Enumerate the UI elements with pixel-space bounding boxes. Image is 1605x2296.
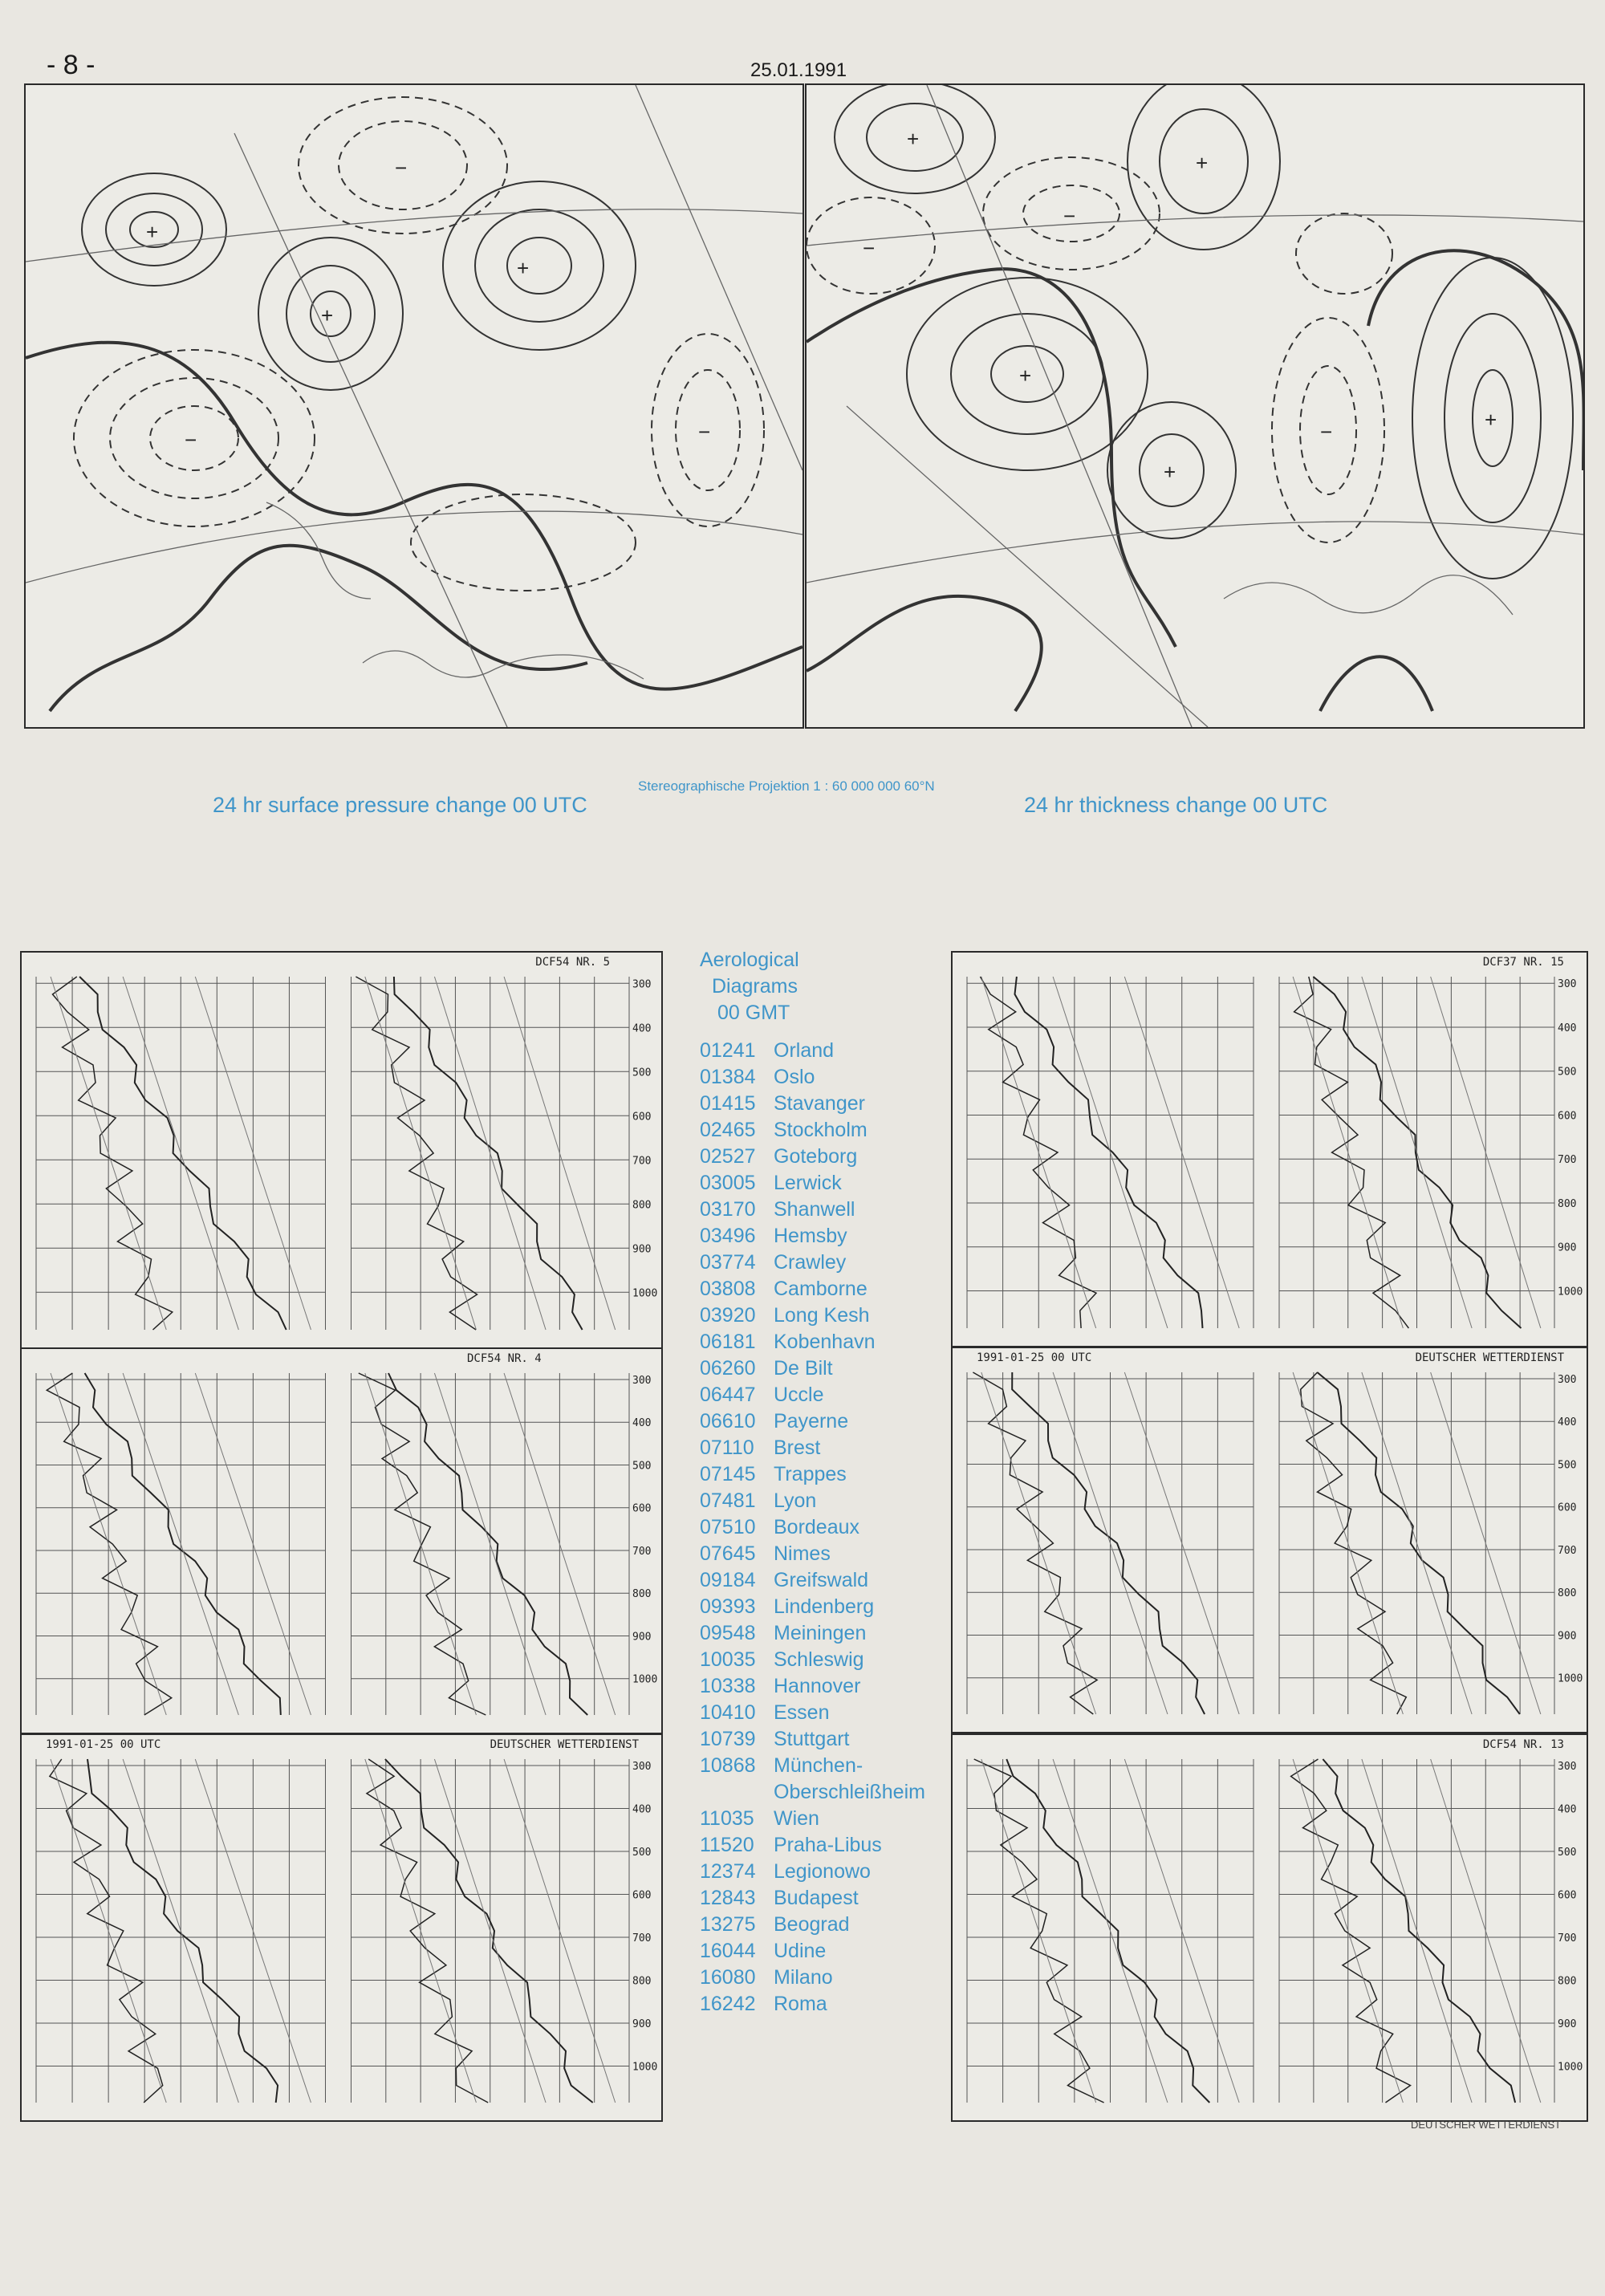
pressure-level-label: 1000 [1558, 1672, 1583, 1685]
pressure-change-contours [26, 85, 802, 727]
temperature-curve [394, 977, 583, 1330]
svg-text:−: − [1320, 420, 1333, 444]
aero-diagram-grid [953, 1735, 1587, 2120]
station-row [700, 1673, 941, 1700]
station-row [700, 1117, 941, 1144]
station-code: 16080 [700, 1966, 756, 1989]
station-name: Wien [774, 1807, 819, 1830]
temperature-curve [1323, 1759, 1515, 2103]
temperature-curve [388, 1373, 587, 1715]
pressure-level-label: 800 [632, 1975, 652, 1988]
station-name: Hannover [774, 1675, 861, 1697]
station-code: 16242 [700, 1993, 756, 2015]
thickness-change-contours [807, 85, 1583, 727]
aero-diagram [351, 977, 630, 1330]
station-row [700, 1355, 941, 1382]
station-row [700, 1594, 941, 1620]
station-row [700, 1806, 941, 1832]
station-name: Uccle [774, 1384, 824, 1406]
svg-text:−: − [863, 236, 876, 260]
station-code: 06610 [700, 1410, 756, 1432]
station-code: 06260 [700, 1357, 756, 1380]
page-number: - 8 - [47, 50, 95, 80]
station-row [700, 1223, 941, 1250]
station-code: 03005 [700, 1172, 756, 1194]
svg-text:+: + [146, 220, 159, 244]
pressure-level-label: 700 [1558, 1154, 1577, 1167]
station-row [700, 1779, 941, 1806]
panel-label: DCF54 NR. 13 [1482, 1738, 1564, 1751]
svg-text:+: + [321, 303, 334, 327]
svg-text:+: + [1196, 151, 1209, 175]
dewpoint-curve [1301, 1372, 1407, 1714]
station-code: 10868 [700, 1754, 756, 1777]
pressure-level-label: 300 [632, 1374, 652, 1387]
svg-text:−: − [698, 420, 711, 444]
pressure-level-label: 500 [1558, 1847, 1577, 1859]
station-name: Beograd [774, 1913, 850, 1936]
station-name: Orland [774, 1039, 835, 1062]
pressure-level-label: 300 [632, 1761, 652, 1774]
station-code: 11520 [700, 1834, 754, 1856]
thickness-change-map [805, 83, 1585, 729]
station-row [700, 1541, 941, 1567]
station-code: 07110 [700, 1437, 754, 1459]
aero-diagram [36, 1759, 326, 2103]
station-name: Lyon [774, 1489, 817, 1512]
station-row [700, 1382, 941, 1408]
panel-timestamp: 1991-01-25 00 UTC [46, 1738, 161, 1751]
pressure-level-label: 1000 [1558, 1286, 1583, 1298]
station-code: 03496 [700, 1225, 756, 1247]
pressure-level-label: 600 [632, 1502, 652, 1515]
station-name: Lindenberg [774, 1595, 875, 1618]
station-name: München- [774, 1754, 863, 1777]
pressure-level-label: 400 [1558, 1803, 1577, 1816]
panel-label: DCF54 NR. 4 [467, 1352, 542, 1365]
station-code: 06181 [700, 1331, 756, 1353]
pressure-level-label: 900 [632, 2018, 652, 2031]
aero-diagram-grid [953, 1348, 1587, 1732]
station-code: 02465 [700, 1119, 756, 1141]
svg-text:+: + [1164, 460, 1176, 484]
station-code: 09548 [700, 1622, 756, 1644]
station-code: 07510 [700, 1516, 756, 1538]
dewpoint-curve [50, 1759, 163, 2103]
pressure-level-label: 300 [1558, 978, 1577, 991]
station-name: Essen [774, 1701, 830, 1724]
pressure-level-label: 800 [632, 1199, 652, 1212]
panel-issuer: DEUTSCHER WETTERDIENST [490, 1738, 639, 1751]
station-name: Budapest [774, 1887, 859, 1909]
station-code: 07645 [700, 1542, 756, 1565]
aero-diagram [36, 977, 326, 1330]
station-row [700, 1753, 941, 1779]
dewpoint-curve [1294, 977, 1409, 1328]
station-code: 16044 [700, 1940, 756, 1962]
pressure-level-label: 300 [632, 978, 652, 991]
temperature-curve [1006, 1759, 1209, 2103]
station-name: Stuttgart [774, 1728, 850, 1750]
station-code: 09393 [700, 1595, 756, 1618]
panel-label: DCF37 NR. 15 [1482, 956, 1564, 969]
temperature-curve [79, 977, 286, 1330]
svg-text:+: + [1485, 408, 1497, 432]
pressure-level-label: 500 [632, 1847, 652, 1859]
station-code: 10035 [700, 1648, 756, 1671]
pressure-level-label: 700 [1558, 1932, 1577, 1945]
aero-diagram-grid [22, 1349, 661, 1733]
temperature-curve [1015, 977, 1203, 1328]
station-row [700, 1329, 941, 1355]
surface-pressure-caption: 24 hr surface pressure change 00 UTC [213, 793, 587, 817]
station-name: Meiningen [774, 1622, 867, 1644]
aerological-title-line: Aerological [700, 949, 799, 971]
aero-diagram [967, 977, 1254, 1328]
pressure-level-label: 900 [632, 1243, 652, 1256]
aero-diagram-grid [22, 953, 661, 1347]
station-name: Crawley [774, 1251, 847, 1274]
station-name: Payerne [774, 1410, 849, 1432]
station-row [700, 1408, 941, 1435]
station-name: Brest [774, 1437, 821, 1459]
station-row [700, 1302, 941, 1329]
station-name: Long Kesh [774, 1304, 870, 1327]
station-name: Bordeaux [774, 1516, 860, 1538]
pressure-level-label: 600 [632, 1111, 652, 1124]
pressure-level-label: 300 [1558, 1761, 1577, 1774]
dewpoint-curve [1291, 1759, 1411, 2103]
station-row [700, 1726, 941, 1753]
station-code: 13275 [700, 1913, 756, 1936]
station-name: Praha-Libus [774, 1834, 882, 1856]
station-row [700, 1567, 941, 1594]
station-name: Udine [774, 1940, 827, 1962]
station-name: Shanwell [774, 1198, 855, 1221]
pressure-level-label: 900 [1558, 1241, 1577, 1254]
page-date: 25.01.1991 [750, 59, 847, 81]
station-row [700, 1859, 941, 1885]
pressure-level-label: 500 [1558, 1066, 1577, 1079]
station-code: 12374 [700, 1860, 756, 1883]
svg-text:+: + [517, 256, 530, 280]
aero-diagram-panel [951, 1733, 1588, 2122]
station-name: Greifswald [774, 1569, 869, 1591]
aero-diagram-grid [953, 953, 1587, 1346]
station-row [700, 1038, 941, 1064]
station-row [700, 1938, 941, 1965]
station-row [700, 1144, 941, 1170]
pressure-level-label: 600 [1558, 1110, 1577, 1123]
dewpoint-curve [53, 977, 173, 1330]
station-code: 03170 [700, 1198, 756, 1221]
station-row [700, 1912, 941, 1938]
station-name: Schleswig [774, 1648, 864, 1671]
station-row [700, 1170, 941, 1197]
station-name: Milano [774, 1966, 833, 1989]
station-name: Lerwick [774, 1172, 842, 1194]
station-row [700, 1197, 941, 1223]
svg-text:+: + [907, 127, 920, 151]
dewpoint-curve [47, 1373, 171, 1715]
pressure-level-label: 700 [632, 1545, 652, 1558]
temperature-curve [385, 1759, 593, 2103]
station-name: De Bilt [774, 1357, 833, 1380]
station-name: Stavanger [774, 1092, 865, 1115]
surface-pressure-change-map [24, 83, 804, 729]
station-code: 10739 [700, 1728, 756, 1750]
pressure-level-label: 400 [1558, 1416, 1577, 1429]
aero-diagram-panel [20, 1733, 663, 2122]
station-name: Goteborg [774, 1145, 858, 1168]
station-row [700, 1514, 941, 1541]
pressure-level-label: 600 [632, 1889, 652, 1902]
station-name: Oberschleißheim [774, 1781, 925, 1803]
temperature-curve [1012, 1372, 1205, 1714]
dewpoint-curve [367, 1759, 488, 2103]
station-code: 07481 [700, 1489, 756, 1512]
aerological-title-line: 00 GMT [717, 1002, 790, 1024]
aerological-title-line: Diagrams [712, 975, 798, 998]
aero-diagram [967, 1372, 1254, 1714]
station-row [700, 1461, 941, 1488]
station-name: Roma [774, 1993, 827, 2015]
aero-diagram-grid [22, 1735, 661, 2120]
station-code: 03920 [700, 1304, 756, 1327]
pressure-level-label: 600 [1558, 1502, 1577, 1514]
station-code: 11035 [700, 1807, 754, 1830]
station-code: 10410 [700, 1701, 756, 1724]
station-code [700, 1779, 774, 1806]
station-row [700, 1435, 941, 1461]
station-row [700, 1647, 941, 1673]
pressure-level-label: 300 [1558, 1373, 1577, 1386]
footer-issuer: DEUTSCHER WETTERDIENST [1411, 2119, 1562, 2131]
thickness-caption: 24 hr thickness change 00 UTC [1024, 793, 1328, 817]
station-row [700, 1885, 941, 1912]
panel-label: DCF54 NR. 5 [535, 956, 610, 969]
station-code: 09184 [700, 1569, 756, 1591]
pressure-level-label: 400 [1558, 1022, 1577, 1034]
station-row [700, 1700, 941, 1726]
aero-diagram-panel [20, 951, 663, 1349]
station-name: Kobenhavn [774, 1331, 876, 1353]
station-row [700, 1620, 941, 1647]
station-name: Oslo [774, 1066, 815, 1088]
station-row [700, 1091, 941, 1117]
station-row [700, 1991, 941, 2018]
station-name: Hemsby [774, 1225, 847, 1247]
svg-text:+: + [1019, 364, 1032, 388]
temperature-curve [85, 1373, 281, 1715]
pressure-level-label: 700 [1558, 1544, 1577, 1557]
aero-diagram [1279, 1759, 1554, 2103]
station-row [700, 1832, 941, 1859]
pressure-level-label: 800 [1558, 1975, 1577, 1988]
station-code: 06447 [700, 1384, 756, 1406]
pressure-level-label: 900 [1558, 1630, 1577, 1643]
station-name: Camborne [774, 1278, 868, 1300]
pressure-level-label: 1000 [632, 1287, 658, 1300]
panel-timestamp: 1991-01-25 00 UTC [977, 1351, 1092, 1364]
aero-diagram [351, 1373, 630, 1715]
aero-diagram [1279, 1372, 1554, 1714]
station-row [700, 1064, 941, 1091]
station-code: 01415 [700, 1092, 756, 1115]
pressure-level-label: 400 [632, 1803, 652, 1816]
pressure-level-label: 1000 [632, 2061, 658, 2074]
aero-diagram-panel [951, 1347, 1588, 1733]
aerological-legend [700, 947, 941, 2018]
aero-diagram [967, 1759, 1254, 2103]
projection-note: Stereographische Projektion 1 : 60 000 000 60°N [638, 778, 935, 794]
station-row [700, 1250, 941, 1276]
station-code: 01241 [700, 1039, 756, 1062]
pressure-level-label: 400 [632, 1417, 652, 1430]
svg-text:−: − [395, 156, 408, 180]
svg-text:−: − [185, 428, 197, 452]
pressure-level-label: 900 [1558, 2018, 1577, 2031]
pressure-level-label: 800 [1558, 1587, 1577, 1600]
station-code: 03808 [700, 1278, 756, 1300]
pressure-level-label: 600 [1558, 1889, 1577, 1902]
pressure-level-label: 500 [632, 1460, 652, 1473]
aero-diagram [36, 1373, 326, 1715]
panel-issuer: DEUTSCHER WETTERDIENST [1415, 1351, 1564, 1364]
pressure-level-label: 900 [632, 1631, 652, 1644]
aero-diagram [351, 1759, 630, 2103]
pressure-level-label: 800 [1558, 1197, 1577, 1210]
pressure-level-label: 1000 [1558, 2061, 1583, 2074]
pressure-level-label: 700 [632, 1932, 652, 1945]
station-code: 03774 [700, 1251, 756, 1274]
station-code: 07145 [700, 1463, 756, 1485]
station-name: Stockholm [774, 1119, 868, 1141]
pressure-level-label: 500 [1558, 1459, 1577, 1472]
aero-diagram [1279, 977, 1554, 1328]
temperature-curve [87, 1759, 278, 2103]
dewpoint-curve [356, 977, 477, 1330]
pressure-level-label: 1000 [632, 1673, 658, 1686]
station-code: 02527 [700, 1145, 756, 1168]
pressure-level-label: 400 [632, 1022, 652, 1035]
pressure-level-label: 500 [632, 1067, 652, 1079]
pressure-level-label: 700 [632, 1155, 652, 1168]
dewpoint-curve [359, 1373, 486, 1715]
svg-text:−: − [1063, 204, 1076, 228]
aerological-title [700, 947, 941, 1026]
pressure-level-label: 800 [632, 1588, 652, 1601]
station-name: Trappes [774, 1463, 847, 1485]
aero-diagram-panel [951, 951, 1588, 1347]
station-code: 10338 [700, 1675, 756, 1697]
station-code: 01384 [700, 1066, 756, 1088]
station-code: 12843 [700, 1887, 756, 1909]
station-list [700, 1038, 941, 2018]
station-name: Nimes [774, 1542, 831, 1565]
station-row [700, 1488, 941, 1514]
station-row [700, 1276, 941, 1302]
aero-diagram-panel [20, 1347, 663, 1734]
station-name: Legionowo [774, 1860, 871, 1883]
station-row [700, 1965, 941, 1991]
